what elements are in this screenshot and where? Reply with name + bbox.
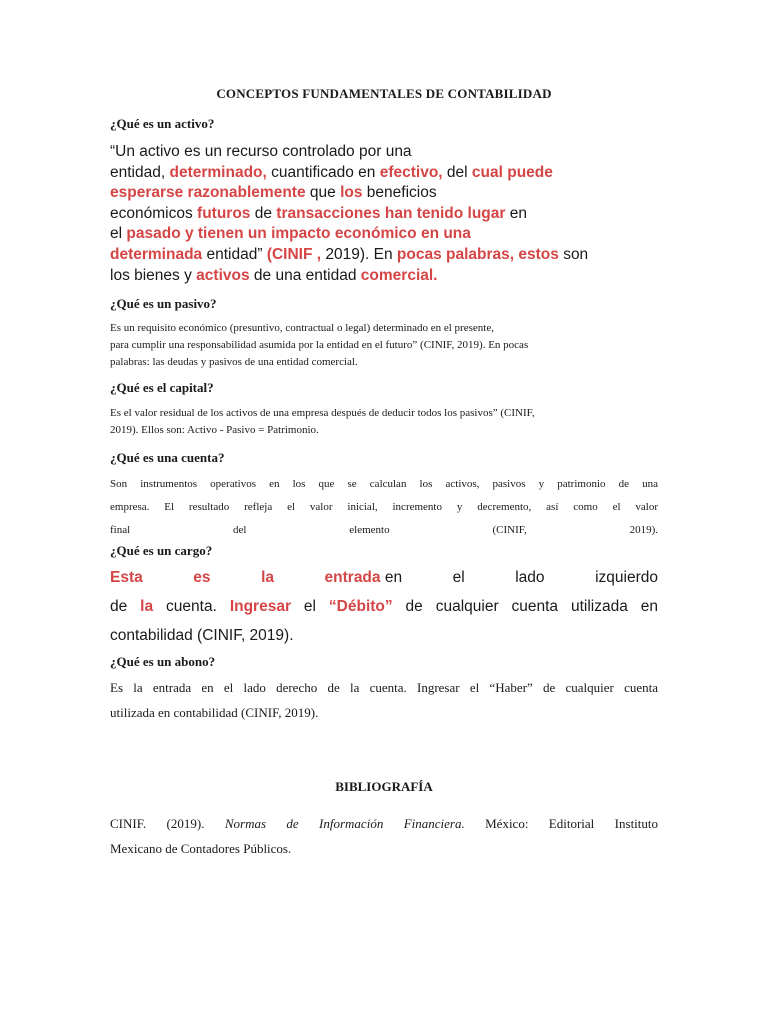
pasivo-line-3: palabras: las deudas y pasivos de una entidad comercial. — [110, 356, 358, 368]
activo-line-6: determinada entidad” (CINIF , 2019). En pocas palabras, estos son — [110, 245, 589, 263]
reference-line-2: Mexicano de Contadores Públicos. — [110, 841, 292, 856]
bibliography-title: BIBLIOGRAFÍA — [335, 779, 433, 794]
paragraph-activo — [110, 142, 658, 286]
cuenta-line-2: empresa. El resultado refleja el valor inicial, incremento y decremento, así como el valor — [110, 501, 658, 513]
activo-line-3: esperarse razonablemente que los beneficios — [110, 184, 437, 202]
paragraph-cuenta — [110, 473, 658, 542]
activo-line-4: económicos futuros de transacciones han tenido lugar en — [110, 204, 527, 222]
activo-line-7: los bienes y activos de una entidad comercial. — [110, 266, 438, 284]
reference-line-1: CINIF. (2019). Normas de Información Financiera. México: Editorial Instituto — [110, 816, 659, 831]
activo-line-2: entidad, determinado, cuantificado en efectivo, del cual puede — [110, 163, 553, 181]
question-capital: ¿Qué es el capital? — [110, 380, 214, 395]
paragraph-cargo — [110, 563, 658, 650]
question-cuenta: ¿Qué es una cuenta? — [110, 450, 225, 465]
capital-line-1: Es el valor residual de los activos de una empresa después de deducir todos los pasivos” (CINIF, — [110, 407, 535, 419]
paragraph-abono — [110, 675, 658, 725]
question-cargo: ¿Qué es un cargo? — [110, 543, 213, 558]
cuenta-line-3: final del elemento (CINIF, 2019). — [110, 524, 658, 536]
question-pasivo: ¿Qué es un pasivo? — [110, 296, 217, 311]
paragraph-pasivo — [110, 320, 670, 371]
abono-line-1: Es la entrada en el lado derecho de la cuenta. Ingresar el “Haber” de cualquier cuenta — [110, 680, 658, 695]
cargo-line-1: Esta es la entrada en el lado izquierdo — [110, 569, 658, 586]
question-activo: ¿Qué es un activo? — [110, 116, 215, 131]
bibliography-reference — [110, 811, 658, 861]
activo-line-1: “Un activo es un recurso controlado por una — [110, 143, 412, 160]
pasivo-line-1: Es un requisito económico (presuntivo, contractual o legal) determinado en el presente, — [110, 322, 494, 334]
cargo-line-3: contabilidad (CINIF, 2019). — [110, 627, 294, 644]
abono-line-2: utilizada en contabilidad (CINIF, 2019). — [110, 705, 319, 720]
cargo-line-2: de la cuenta. Ingresar el “Débito” de cualquier cuenta utilizada en — [110, 598, 658, 615]
paragraph-capital — [110, 405, 670, 439]
question-abono: ¿Qué es un abono? — [110, 654, 216, 669]
pasivo-line-2: para cumplir una responsabilidad asumida por la entidad en el futuro” (CINIF, 2019). En pocas — [110, 339, 529, 351]
activo-line-5: el pasado y tienen un impacto económico en una — [110, 225, 471, 243]
page-title: CONCEPTOS FUNDAMENTALES DE CONTABILIDAD — [216, 86, 552, 101]
cuenta-line-1: Son instrumentos operativos en los que se calculan los activos, pasivos y patrimonio de una — [110, 478, 658, 490]
capital-line-2: 2019). Ellos son: Activo - Pasivo = Patrimonio. — [110, 424, 319, 436]
